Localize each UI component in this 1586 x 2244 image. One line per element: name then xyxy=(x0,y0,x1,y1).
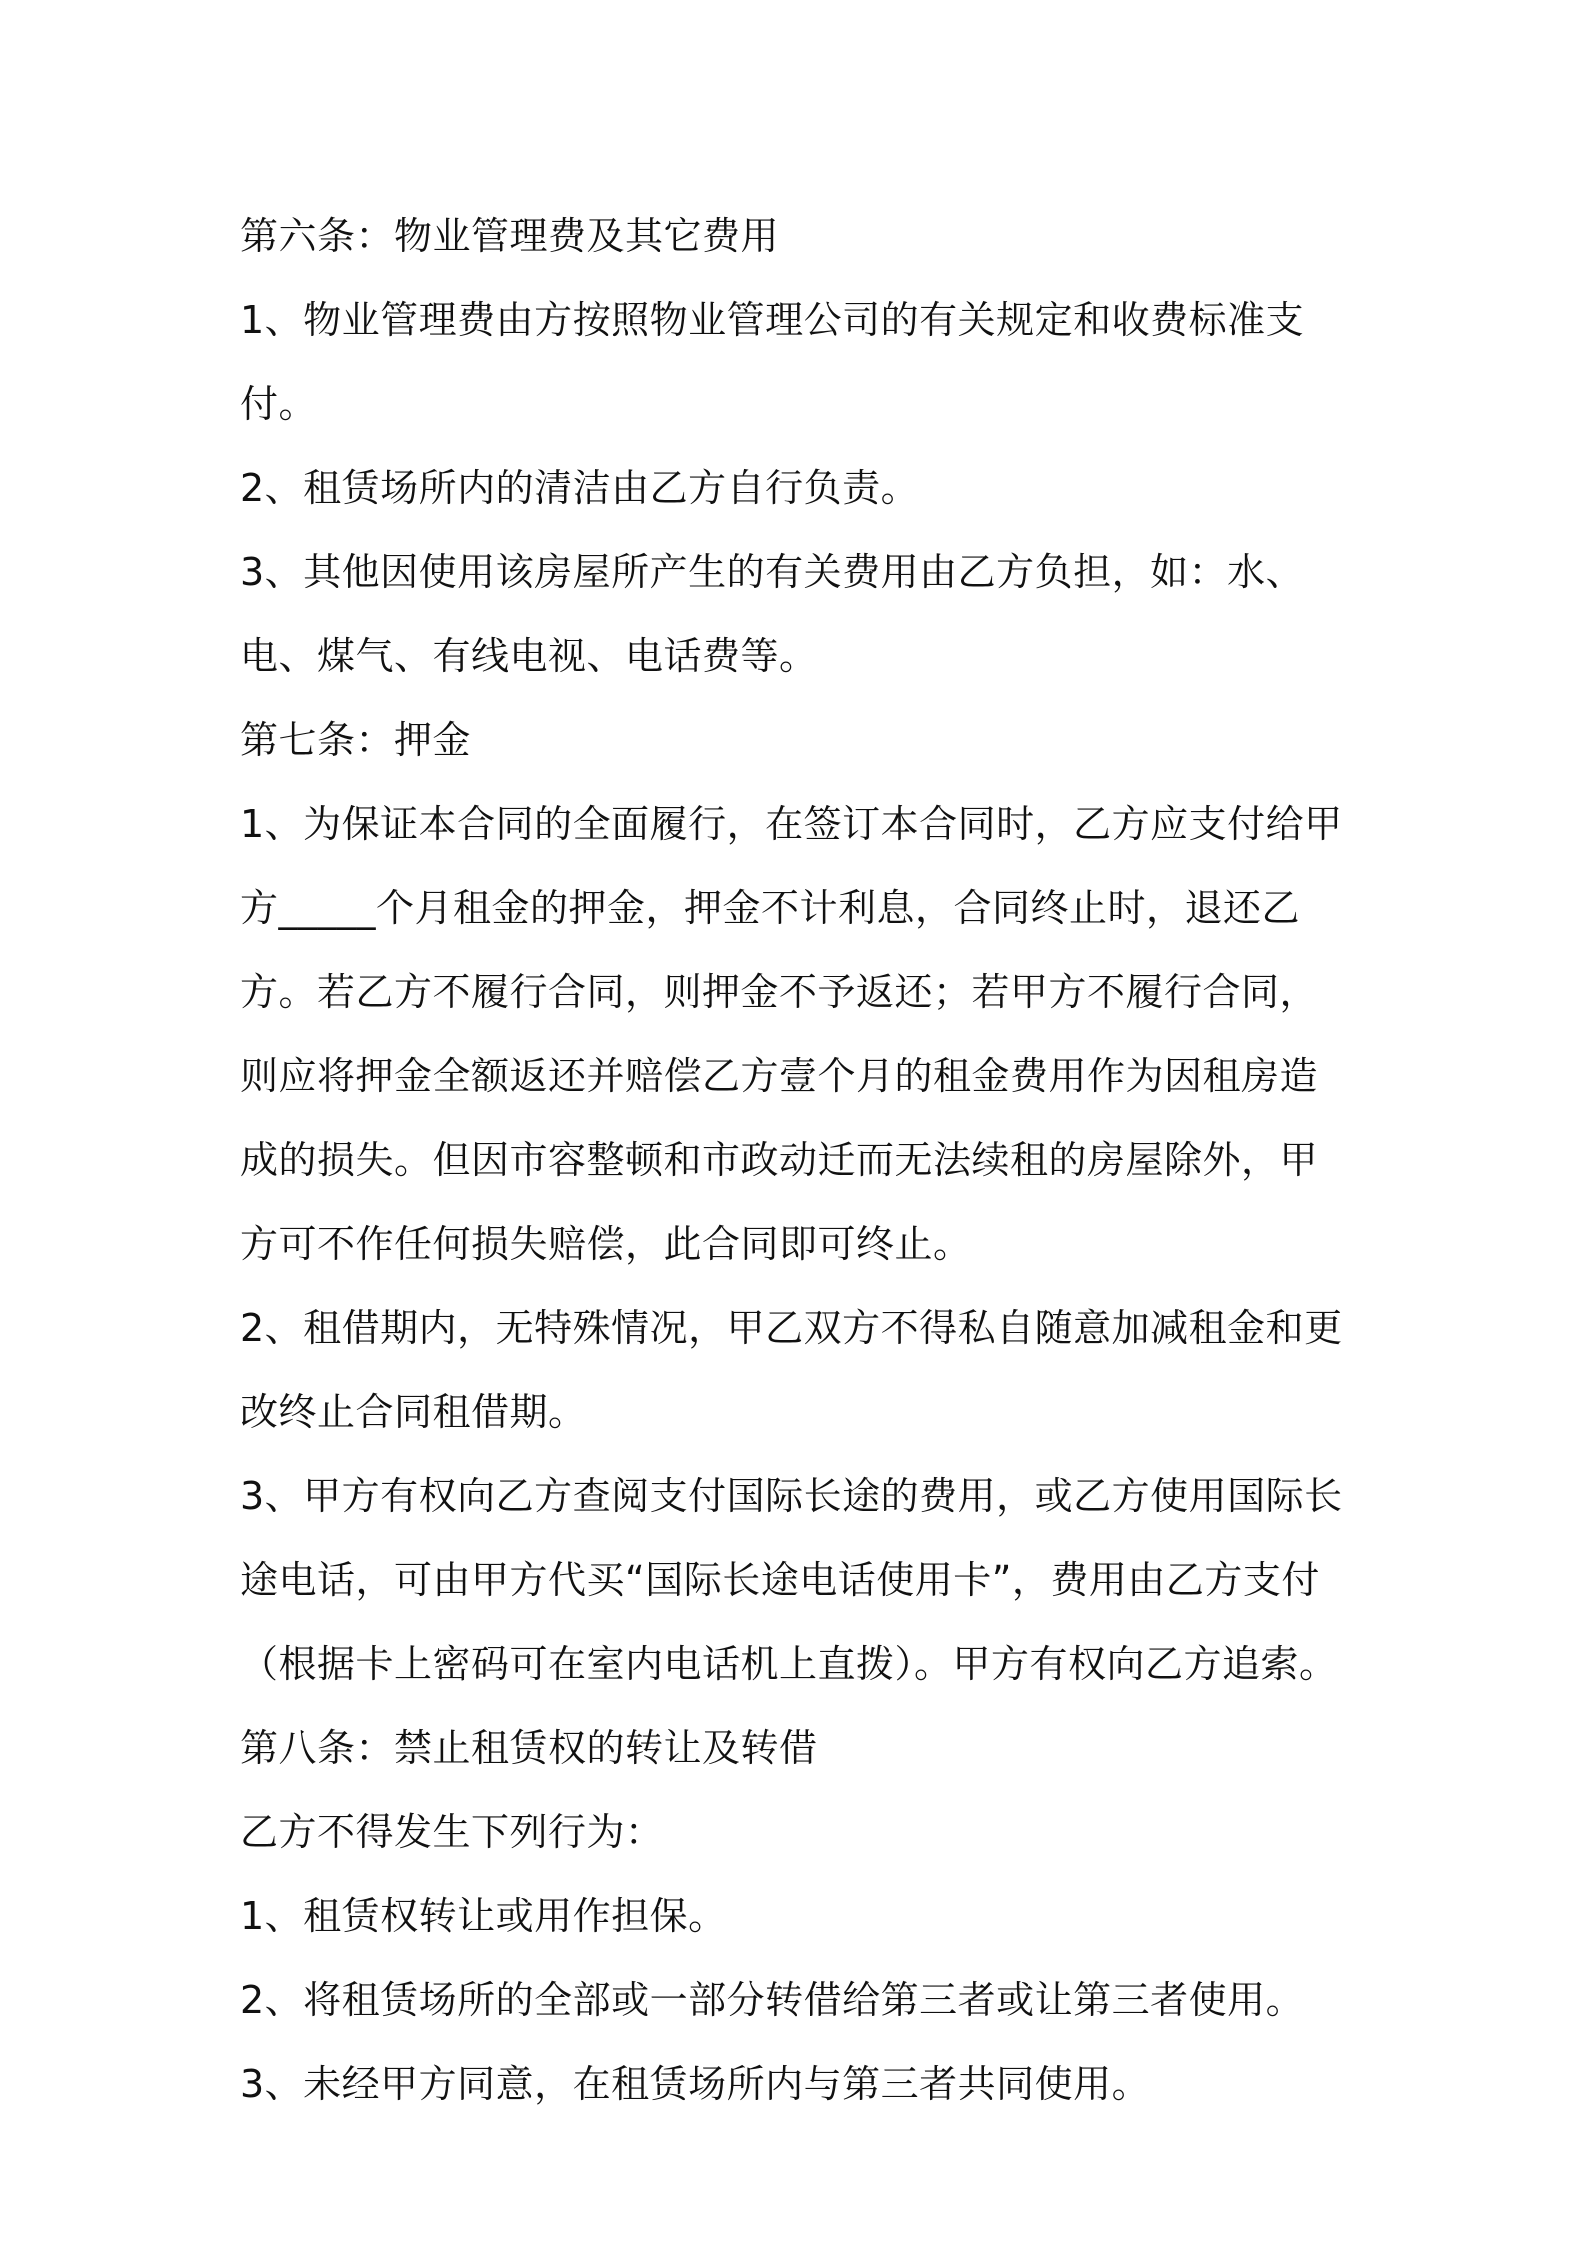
article-6-clause-1: 1、物业管理费由方按照物业管理公司的有关规定和收费标准支付。 xyxy=(240,298,1305,426)
article-8-clause-1: 1、租赁权转让或用作担保。 xyxy=(240,1894,727,1938)
article-8-clause-3: 3、未经甲方同意，在租赁场所内与第三者共同使用。 xyxy=(240,2062,1151,2106)
article-7-clause-2: 2、租借期内，无特殊情况，甲乙双方不得私自随意加减租金和更改终止合同租借期。 xyxy=(240,1306,1343,1434)
article-8-clause-2: 2、将租赁场所的全部或一部分转借给第三者或让第三者使用。 xyxy=(240,1978,1305,2022)
article-6-clause-2: 2、租赁场所内的清洁由乙方自行负责。 xyxy=(240,466,920,510)
article-7-heading: 第七条：押金 xyxy=(240,718,472,762)
article-6-heading: 第六条：物业管理费及其它费用 xyxy=(240,214,780,258)
article-8-intro: 乙方不得发生下列行为： xyxy=(240,1810,664,1854)
article-6-clause-3: 3、其他因使用该房屋所产生的有关费用由乙方负担，如：水、电、煤气、有线电视、电话费等。 xyxy=(240,550,1305,678)
article-8-heading: 第八条：禁止租赁权的转让及转借 xyxy=(240,1726,818,1770)
document-body xyxy=(240,194,1355,2126)
article-7-clause-1: 1、为保证本合同的全面履行，在签订本合同时，乙方应支付给甲方_____个月租金的押金，押金不计利息，合同终止时，退还乙方。若乙方不履行合同，则押金不予返还；若甲方不履行合同，则应将押金全额返还并赔偿乙方壹个月的租金费用作为因租房造成的损失。但因市容整顿和市政动迁而无法续租的房屋除外，甲方可不作任何损失赔偿，此合同即可终止。 xyxy=(240,802,1343,1266)
article-7-clause-3: 3、甲方有权向乙方查阅支付国际长途的费用，或乙方使用国际长途电话，可由甲方代买“国际长途电话使用卡”，费用由乙方支付（根据卡上密码可在室内电话机上直拨）。甲方有权向乙方追索。 xyxy=(240,1474,1343,1686)
